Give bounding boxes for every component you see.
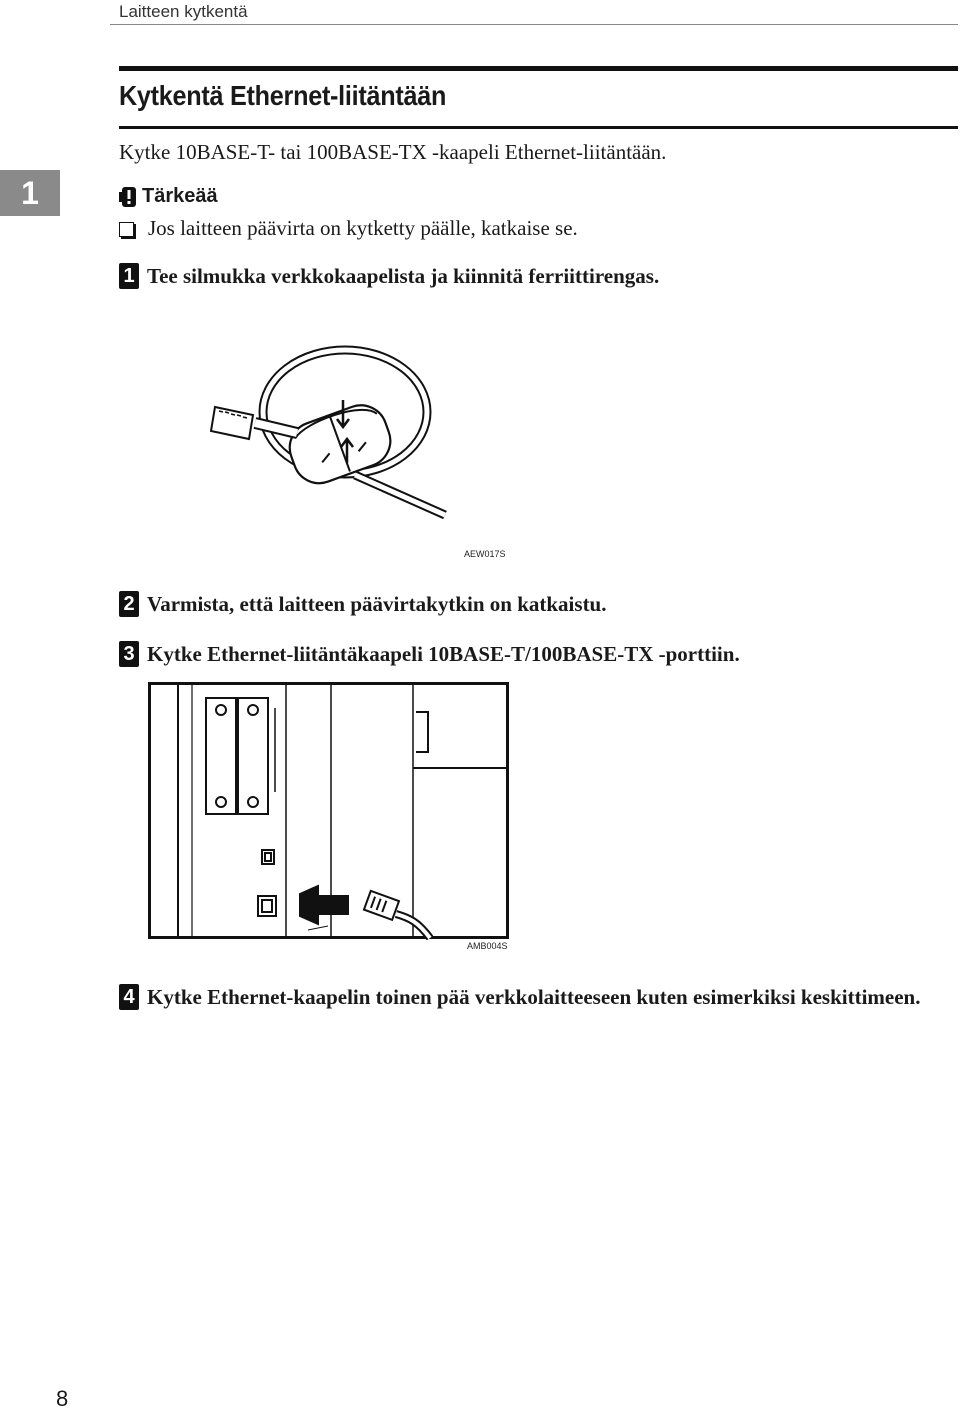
figure-code: AMB004S [467,941,508,951]
important-label: Tärkeää [142,185,218,207]
ferrite-core-illustration [205,335,515,565]
important-icon [119,186,139,208]
title-rule-top [119,66,958,71]
step-number-icon: 1 [119,263,139,289]
chapter-tab: 1 [0,170,60,216]
section-title: Kytkentä Ethernet-liitäntään [119,80,447,111]
step-4 [119,983,959,1011]
step-1 [119,262,959,290]
step-2 [119,590,959,618]
step-4-text: Kytke Ethernet-kaapelin toinen pää verkkolaitteeseen kuten esimerkiksi keskittimeen. [147,985,921,1009]
step-3 [119,640,959,668]
intro-text: Kytke 10BASE-T- tai 100BASE-TX -kaapeli Ethernet-liitäntään. [119,140,667,164]
page-number: 8 [56,1386,69,1411]
important-note-text: Jos laitteen päävirta on kytketty päälle, katkaise se. [148,216,578,240]
ethernet-port-illustration [148,682,510,940]
step-1-text: Tee silmukka verkkokaapelista ja kiinnitä ferriittirengas. [147,264,660,288]
step-number-icon: 2 [119,591,139,617]
running-header: Laitteen kytkentä [119,2,248,21]
important-note [119,216,578,241]
step-3-text: Kytke Ethernet-liitäntäkaapeli 10BASE-T/100BASE-TX -porttiin. [147,642,740,666]
title-rule-bottom [119,126,958,129]
figure-code: AEW017S [464,549,506,559]
checkbox-icon [119,222,134,237]
step-2-text: Varmista, että laitteen päävirtakytkin on katkaistu. [147,592,607,616]
important-heading [119,185,218,208]
header-rule [110,24,958,25]
step-number-icon: 3 [119,641,139,667]
step-number-icon: 4 [119,984,139,1010]
